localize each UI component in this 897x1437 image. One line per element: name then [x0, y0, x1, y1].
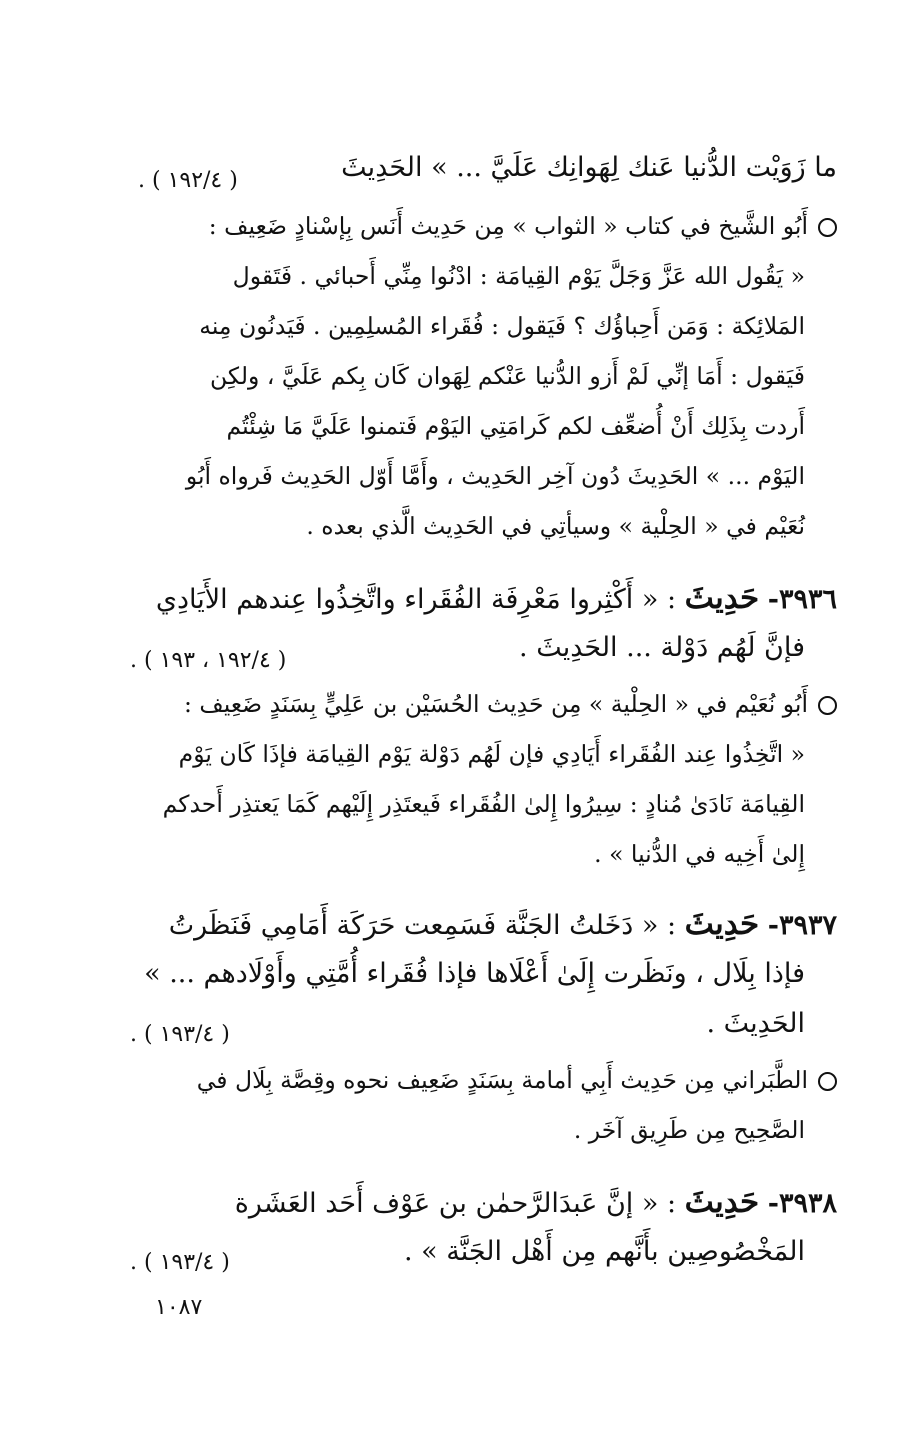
entry-keyword: حَدِيثَ [684, 906, 760, 942]
entry-3938-ref: ( ١٩٣/٤ ) . [130, 1250, 230, 1275]
note-line: أَبُو الشَّيخ في كتاب « الثواب » مِن حَدِيث أَنَس بِإسْنادٍ ضَعِيف : [209, 212, 837, 240]
note-line: أَردت بِذَلِك أَنْ أُضعِّف لكم كَرامَتِي اليَوْم فَتمنوا عَلَيَّ مَا شِئْتُم [226, 412, 805, 440]
entry-number: ٣٩٣٦- [767, 584, 837, 615]
bullet-circle-icon [818, 1072, 837, 1091]
entry-3938-line: ٣٩٣٨- حَدِيثَ : « إنَّ عَبدَالرَّحمٰن بن عَوْف أَحَد العَشَرة [234, 1184, 837, 1220]
note-line: إِلىٰ أَخِيه في الدُّنيا » . [594, 840, 805, 868]
note-line: الطَّبَراني مِن حَدِيث أَبِي أمامة بِسَنَدٍ ضَعِيف نحوه وقِصَّة بِلَال في [197, 1066, 837, 1094]
note-line: الصَّحِيح مِن طَرِيق آخَر . [573, 1116, 805, 1144]
page-number: ١٠٨٧ [155, 1295, 203, 1320]
entry-3936-line: فإنَّ لَهُم دَوْلة ... الحَدِيثَ . [519, 632, 805, 663]
entry-3936-line: ٣٩٣٦- حَدِيثَ : « أَكْثِروا مَعْرِفَة الفُقَراء واتَّخِذُوا عِندهم الأَيَادِي [155, 580, 837, 616]
entry-3937-line: فإذا بِلَال ، ونَظَرت إِلَىٰ أَعْلَاها فإذا فُقَراء أُمَّتِي وأَوْلَادهم ... » [144, 958, 805, 989]
note-line: فَيَقول : أَمَا إنِّي لَمْ أَزو الدُّنيا عَنْكم لِهَوان كَان بِكم عَلَيَّ ، ولكِن [210, 362, 805, 390]
continuation-ref: ( ١٩٢/٤ ) . [138, 168, 238, 193]
entry-number: ٣٩٣٧- [767, 910, 837, 941]
entry-3936-ref: ( ١٩٢/٤ ، ١٩٣ ) . [130, 648, 287, 673]
note-line: القِيامَة نَادَىٰ مُنادٍ : سِيرُوا إِلىٰ الفُقَراء فَيعتَذِر إِلَيْهم كَمَا يَعتذِر أَحدكم [162, 790, 805, 818]
continuation-line: ما زَوَيْت الدُّنيا عَنك لِهَوانِك عَلَيَّ ... » الحَدِيثَ [341, 152, 837, 183]
entry-3937-line: الحَدِيثَ . [706, 1008, 805, 1039]
entry-3937-line: ٣٩٣٧- حَدِيثَ : « دَخَلتُ الجَنَّة فَسَمِعت حَرَكَة أَمَامِي فَنَظَرتُ [168, 906, 837, 942]
note-line: « يَقُول الله عَزَّ وَجَلَّ يَوْم القِيامَة : ادْنُوا مِنِّي أَحبائي . فَتَقول [232, 262, 805, 290]
entry-keyword: حَدِيثَ [684, 580, 760, 616]
note-line: « اتَّخِذُوا عِند الفُقَراء أَيَادِي فإن لَهُم دَوْلة يَوْم القِيامَة فإذَا كَان يَوْم [178, 740, 805, 768]
entry-3938-line: المَخْصُوصِين بأَنَّهم مِن أَهْل الجَنَّة » . [403, 1236, 805, 1267]
bullet-circle-icon [818, 696, 837, 715]
note-line: نُعَيْم في « الحِلْية » وسيأتِي في الحَدِيث الَّذي بعده . [306, 512, 805, 540]
bullet-circle-icon [818, 218, 837, 237]
note-line: المَلائِكة : وَمَن أَحِباؤُك ؟ فَيَقول : فُقَراء المُسلِمِين . فَيَدنُون مِنه [199, 312, 805, 340]
entry-keyword: حَدِيثَ [684, 1184, 760, 1220]
note-line: اليَوْم ... » الحَدِيثَ دُون آخِر الحَدِيث ، وأَمَّا أَوّل الحَدِيث فَرواه أَبُو [185, 462, 805, 490]
entry-number: ٣٩٣٨- [767, 1188, 837, 1219]
note-line: أَبُو نُعَيْم في « الحِلْية » مِن حَدِيث الحُسَيْن بن عَلِيٍّ بِسَنَدٍ ضَعِيف : [184, 690, 837, 718]
entry-3937-ref: ( ١٩٣/٤ ) . [130, 1022, 230, 1047]
